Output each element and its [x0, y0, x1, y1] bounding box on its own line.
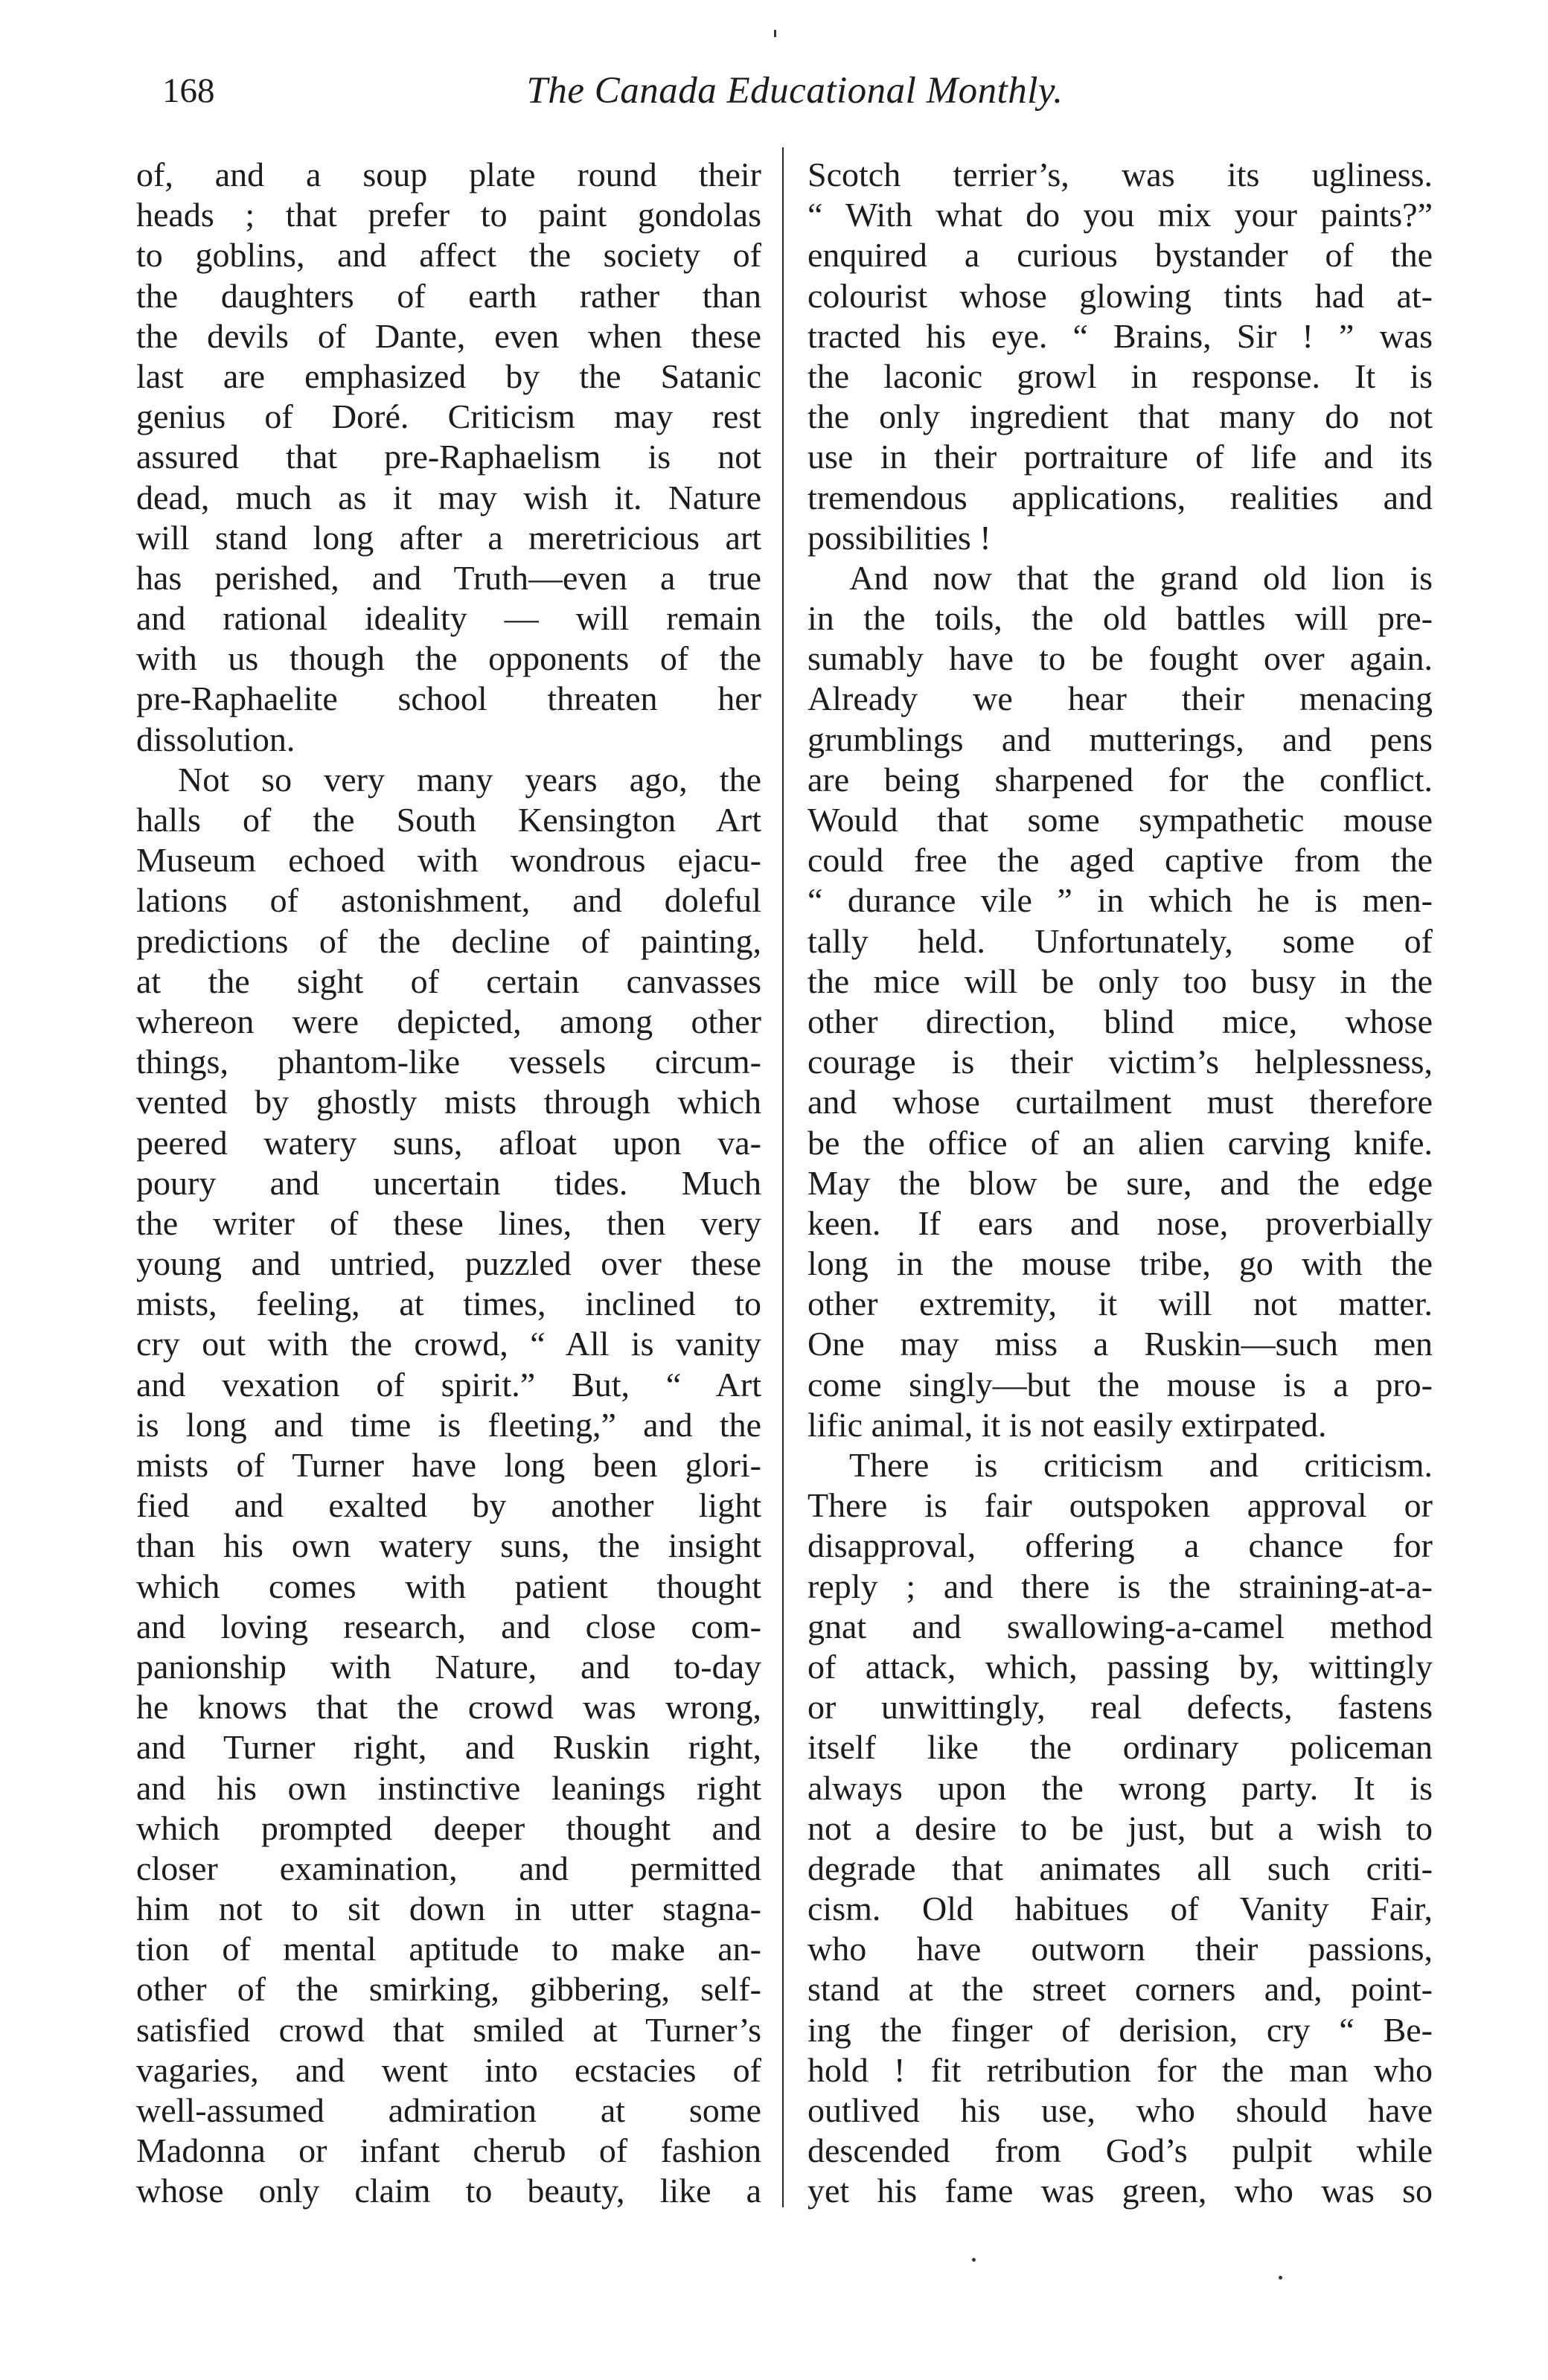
text-line: itself like the ordinary policeman — [807, 1728, 1433, 1767]
text-line: There is fair outspoken approval or — [807, 1486, 1433, 1525]
text-line: poury and uncertain tides. Much — [136, 1163, 761, 1202]
text-line: other of the smirking, gibbering, self- — [136, 1970, 761, 2009]
text-line: closer examination, and permitted — [136, 1849, 761, 1887]
text-line: the daughters of earth rather than — [136, 276, 761, 315]
text-line: cry out with the crowd, “ All is vanity — [136, 1325, 761, 1363]
text-line: and Turner right, and Ruskin right, — [136, 1728, 761, 1767]
text-line: at the sight of certain canvasses — [136, 962, 761, 1000]
text-line: whereon were depicted, among other — [136, 1002, 761, 1040]
text-line: of attack, which, passing by, wittingly — [807, 1647, 1433, 1686]
text-line: the laconic growl in response. It is — [807, 356, 1433, 395]
text-line: dissolution. — [136, 720, 295, 758]
text-line: who have outworn their passions, — [807, 1930, 1433, 1968]
text-line: could free the aged captive from the — [807, 841, 1433, 880]
text-line: satisfied crowd that smiled at Turner’s — [136, 2010, 761, 2049]
text-line: always upon the wrong party. It is — [807, 1768, 1433, 1807]
text-line: and vexation of spirit.” But, “ Art — [136, 1365, 761, 1404]
text-line: and his own instinctive leanings right — [136, 1768, 761, 1807]
page-number: 168 — [162, 71, 215, 110]
text-line: Already we hear their menacing — [807, 679, 1433, 718]
text-line: colourist whose glowing tints had at- — [807, 276, 1433, 315]
text-line: dead, much as it may wish it. Nature — [136, 478, 761, 516]
text-line: enquired a curious bystander of the — [807, 236, 1433, 275]
text-line: courage is their victim’s helplessness, — [807, 1043, 1433, 1081]
text-line: tracted his eye. “ Brains, Sir ! ” was — [807, 316, 1433, 355]
text-line: “ durance vile ” in which he is men- — [807, 881, 1433, 920]
text-line: of, and a soup plate round their — [136, 156, 761, 193]
text-line: halls of the South Kensington Art — [136, 801, 761, 839]
text-line: There is criticism and criticism. — [849, 1446, 1433, 1484]
left-column — [136, 155, 761, 2212]
text-line: last are emphasized by the Satanic — [136, 356, 761, 395]
text-line: degrade that animates all such criti- — [807, 1849, 1433, 1887]
text-line: peered watery suns, afloat upon va- — [136, 1123, 761, 1162]
text-line: Madonna or infant cherub of fashion — [136, 2131, 761, 2170]
text-line: and whose curtailment must therefore — [807, 1083, 1433, 1122]
text-line: in the toils, the old battles will pre- — [807, 599, 1433, 638]
text-line: the devils of Dante, even when these — [136, 316, 761, 355]
text-line: well-assumed admiration at some — [136, 2091, 761, 2129]
text-line: the only ingredient that many do not — [807, 397, 1433, 436]
text-line: vagaries, and went into ecstacies of — [136, 2050, 761, 2089]
text-line: May the blow be sure, and the edge — [807, 1163, 1433, 1202]
text-line: genius of Doré. Criticism may rest — [136, 397, 761, 436]
text-line: One may miss a Ruskin—such men — [807, 1325, 1433, 1363]
running-head — [162, 68, 1427, 121]
text-line: other direction, blind mice, whose — [807, 1002, 1433, 1040]
text-line: possibilities ! — [807, 518, 991, 557]
text-line: reply ; and there is the straining-at-a- — [807, 1567, 1433, 1605]
text-line: will stand long after a meretricious art — [136, 518, 761, 557]
text-line: is long and time is fleeting,” and the — [136, 1405, 761, 1444]
text-line: sumably have to be fought over again. — [807, 639, 1433, 678]
text-line: lific animal, it is not easily extirpated. — [807, 1405, 1327, 1444]
text-line: keen. If ears and nose, proverbially — [807, 1203, 1433, 1242]
text-line: outlived his use, who should have — [807, 2091, 1433, 2129]
text-line: the mice will be only too busy in the — [807, 962, 1433, 1000]
text-line: mists of Turner have long been glori- — [136, 1446, 761, 1484]
text-line: descended from God’s pulpit while — [807, 2131, 1433, 2170]
text-line: not a desire to be just, but a wish to — [807, 1808, 1433, 1847]
text-line: are being sharpened for the conflict. — [807, 760, 1433, 799]
text-line: with us though the opponents of the — [136, 639, 761, 678]
text-line: tion of mental aptitude to make an- — [136, 1930, 761, 1968]
text-line: assured that pre-Raphaelism is not — [136, 438, 761, 476]
print-speck — [774, 30, 776, 37]
text-line: Would that some sympathetic mouse — [807, 801, 1433, 839]
text-line: “ With what do you mix your paints?” — [807, 196, 1433, 234]
text-line: and loving research, and close com- — [136, 1607, 761, 1645]
print-speck — [1279, 2276, 1282, 2280]
text-line: lations of astonishment, and doleful — [136, 881, 761, 920]
text-line: And now that the grand old lion is — [849, 558, 1433, 597]
text-line: gnat and swallowing-a-camel method — [807, 1607, 1433, 1645]
column-divider — [782, 147, 784, 2207]
text-line: tremendous applications, realities and — [807, 478, 1433, 516]
text-line: Museum echoed with wondrous ejacu- — [136, 841, 761, 880]
text-line: than his own watery suns, the insight — [136, 1526, 761, 1565]
text-line: grumblings and mutterings, and pens — [807, 720, 1433, 758]
text-line: ing the finger of derision, cry “ Be- — [807, 2010, 1433, 2049]
text-line: young and untried, puzzled over these — [136, 1244, 761, 1283]
print-speck — [972, 2258, 976, 2262]
text-line: use in their portraiture of life and its — [807, 438, 1433, 476]
text-line: come singly—but the mouse is a pro- — [807, 1365, 1433, 1404]
text-line: him not to sit down in utter stagna- — [136, 1890, 761, 1928]
text-line: has perished, and Truth—even a true — [136, 558, 761, 597]
text-line: hold ! fit retribution for the man who — [807, 2050, 1433, 2089]
text-line: predictions of the decline of painting, — [136, 921, 761, 960]
text-line: panionship with Nature, and to-day — [136, 1647, 761, 1686]
text-line: and rational ideality — will remain — [136, 599, 761, 638]
text-line: other extremity, it will not matter. — [807, 1285, 1433, 1323]
text-line: disapproval, offering a chance for — [807, 1526, 1433, 1565]
text-line: or unwittingly, real defects, fastens — [807, 1688, 1433, 1727]
text-line: Scotch terrier’s, was its ugliness. — [807, 156, 1433, 193]
text-line: vented by ghostly mists through which — [136, 1083, 761, 1122]
running-title: The Canada Educational Monthly. — [526, 70, 1064, 112]
text-line: yet his fame was green, who was so — [807, 2172, 1433, 2210]
text-line: long in the mouse tribe, go with the — [807, 1244, 1433, 1283]
text-line: which prompted deeper thought and — [136, 1808, 761, 1847]
text-line: be the office of an alien carving knife. — [807, 1123, 1433, 1162]
text-line: he knows that the crowd was wrong, — [136, 1688, 761, 1727]
text-line: tally held. Unfortunately, some of — [807, 921, 1433, 960]
text-line: whose only claim to beauty, like a — [136, 2172, 761, 2210]
text-line: Not so very many years ago, the — [178, 760, 761, 799]
right-column — [807, 155, 1433, 2212]
text-line: to goblins, and affect the society of — [136, 236, 761, 275]
text-line: heads ; that prefer to paint gondolas — [136, 196, 761, 234]
text-line: stand at the street corners and, point- — [807, 1970, 1433, 2009]
text-line: mists, feeling, at times, inclined to — [136, 1285, 761, 1323]
text-line: fied and exalted by another light — [136, 1486, 761, 1525]
text-line: pre-Raphaelite school threaten her — [136, 679, 761, 718]
text-line: things, phantom-like vessels circum- — [136, 1043, 761, 1081]
text-line: the writer of these lines, then very — [136, 1203, 761, 1242]
text-line: cism. Old habitues of Vanity Fair, — [807, 1890, 1433, 1928]
text-line: which comes with patient thought — [136, 1567, 761, 1605]
